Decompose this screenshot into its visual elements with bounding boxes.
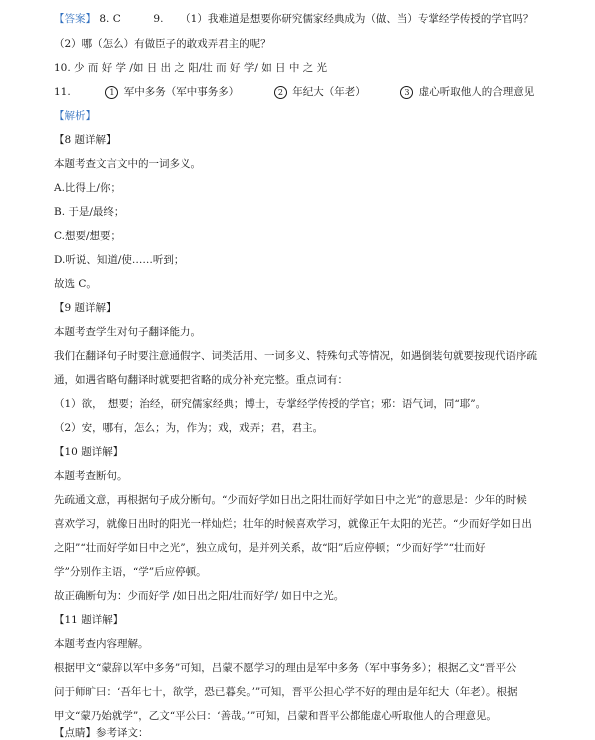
q10-answer: 10. 少 而 好 学 /如 日 出 之 阳/壮 而 好 学/ 如 日 中 之 光 [54,62,328,74]
q11-number: 11. [54,86,71,98]
q10-detail-line: 故正确断句为：少而好学 /如日出之阳/壮而好学/ 如日中之光。 [54,590,345,602]
q11-answer-line [54,85,534,99]
q8-detail-line: 故选 C。 [54,278,97,290]
q10-detail-line: 学”分别作主语，“学”后应停顿。 [54,566,207,578]
q9-answer-2: （2）哪（怎么）有做臣子的敢戏弄君主的呢？ [54,38,271,50]
q9-detail-line: 本题考查学生对句子翻译能力。 [54,326,201,338]
q10-detail-line: 本题考查断句。 [54,470,128,482]
q8-detail-heading: 【8 题详解】 [54,134,117,146]
q10-detail-heading: 【10 题详解】 [54,446,124,458]
q10-detail-line: 先疏通文意，再根据句子成分断句。“少而好学如日出之阳壮而好学如日中之光”的意思是：少年的时候 [54,494,527,506]
q11-item-1: 军中多务（军中事务多） [123,86,240,98]
footer-line [54,726,149,740]
q8-detail-line: D.听说、知道/使……听到； [54,254,185,266]
q9-detail-heading: 【9 题详解】 [54,302,117,314]
q8-detail-line: 本题考查文言文中的一词多义。 [54,158,201,170]
q10-detail-line: 之阳”“壮而好学如日中之光”，独立成句，是并列关系，故“阳”后应停顿；“少而好学”“壮而好 [54,542,486,554]
circled-number-1: 1 [105,86,118,99]
q11-item-2: 年纪大（年老） [292,86,366,98]
q9-detail-line: （2）安，哪有，怎么；为，作为；戏，戏弄；君，君主。 [54,422,324,434]
q9-detail-line: （1）欲， 想要；治经，研究儒家经典；博士，专掌经学传授的学官；邪：语气词，同“耶”。 [54,398,487,410]
q9-detail-line: 我们在翻译句子时要注意通假字、词类活用、一词多义、特殊句式等情况，如遇倒装句就要按现代语序疏 [54,350,537,362]
q11-detail-line: 根据甲文“蒙辞以军中多务”可知，吕蒙不愿学习的理由是军中多务（军中事务多）；根据乙文“晋平公 [54,662,517,674]
key-points-tag: 【点睛】 [54,727,96,739]
q9-answer-1: （1）我难道是想要你研究儒家经典成为（做、当）专掌经学传授的学官吗？ [180,13,534,25]
reference-translation-label: 参考译文： [96,727,149,739]
q8-detail-line: B. 于是/最终； [54,206,125,218]
q8-answer: 8. C [99,13,121,25]
q11-detail-line: 甲文“蒙乃始就学”，乙文“平公曰：‘善哉。’”可知，吕蒙和晋平公都能虚心听取他人的合理意见。 [54,710,497,722]
q9-number: 9. [153,13,164,25]
q9-detail-line: 通，如遇省略句翻译时就要把省略的成分补充完整。重点词有： [54,374,348,386]
q11-detail-heading: 【11 题详解】 [54,614,124,626]
answers-line [54,12,533,26]
answer-tag: 【答案】 [54,13,96,25]
circled-number-3: 3 [400,86,413,99]
q8-detail-line: C.想要/想要； [54,230,122,242]
q8-detail-line: A.比得上/你； [54,182,121,194]
q10-detail-line: 喜欢学习，就像日出时的阳光一样灿烂；壮年的时候喜欢学习，就像正午太阳的光芒。“少而好学如日出 [54,518,532,530]
q11-item-3: 虚心听取他人的合理意见 [418,86,535,98]
q11-detail-line: 本题考查内容理解。 [54,638,149,650]
analysis-tag: 【解析】 [54,110,96,122]
q11-detail-line: 问于师旷曰：‘吾年七十，欲学，恐已暮矣。’”可知，晋平公担心学不好的理由是年纪大（年老）。根据 [54,686,518,698]
circled-number-2: 2 [274,86,287,99]
